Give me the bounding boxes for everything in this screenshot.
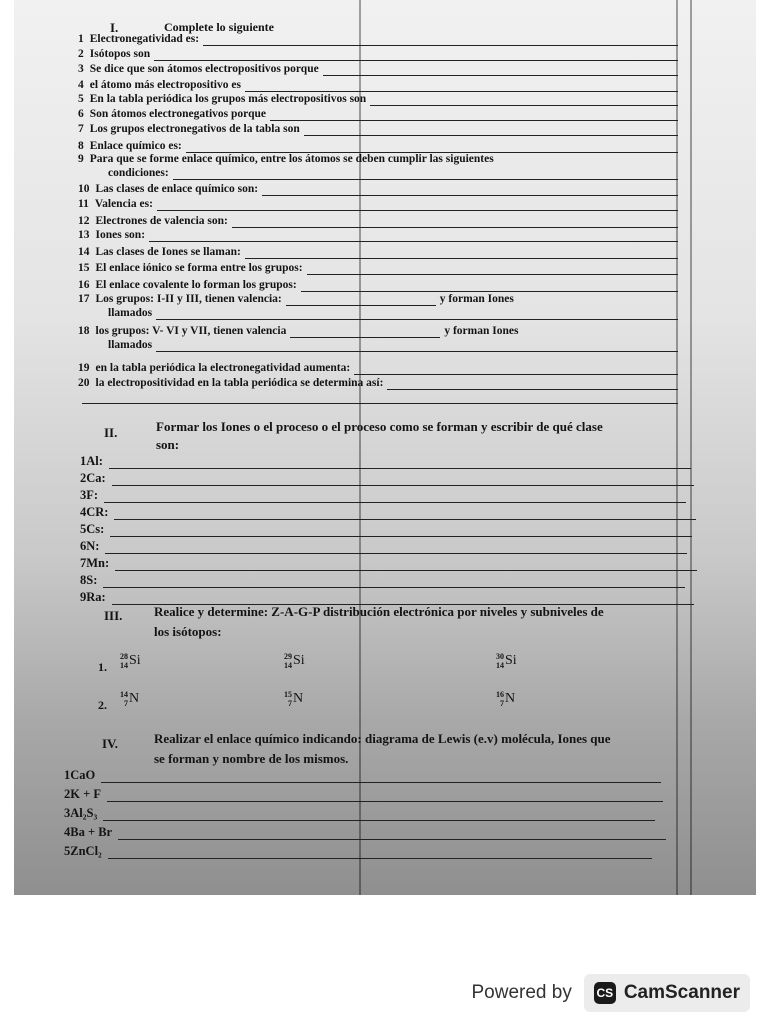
answer-blank[interactable]	[387, 378, 678, 390]
question-row	[78, 262, 678, 275]
question-row	[78, 362, 678, 375]
atomic-number: 7	[500, 699, 504, 708]
isotope-numbers	[284, 690, 292, 708]
mass-number: 28	[120, 652, 128, 661]
atomic-number: 14	[496, 661, 504, 670]
question-number: 16	[78, 279, 90, 291]
ion-number: 7	[80, 556, 87, 570]
mass-number: 14	[120, 690, 128, 699]
bond-row	[64, 825, 666, 840]
question-number: 2	[78, 48, 84, 60]
bond-row	[64, 844, 652, 859]
element-symbol: Si	[293, 653, 305, 669]
ion-number: 9	[80, 590, 87, 604]
answer-blank[interactable]	[114, 508, 696, 520]
question-row	[78, 377, 678, 390]
bond-number: 4	[64, 825, 71, 839]
camscanner-footer	[471, 974, 750, 1012]
question-text: la electropositividad en la tabla periódica se determina así:	[95, 377, 384, 389]
question-row	[78, 93, 678, 106]
question-number: 20	[78, 377, 90, 389]
camscanner-brand: CamScanner	[623, 982, 740, 1003]
ion-element: Cs:	[86, 522, 105, 536]
question-text-cont: condiciones:	[108, 167, 169, 179]
question-row-cont	[108, 339, 678, 352]
question-text: El enlace iónico se forma entre los grupos:	[95, 262, 303, 274]
question-text: Los grupos: I-II y III, tienen valencia:	[95, 293, 282, 305]
ion-element: CR:	[86, 505, 109, 519]
isotope-notation	[284, 690, 303, 708]
isotope-notation	[284, 652, 305, 670]
section-4-numeral: IV.	[102, 736, 119, 751]
isotope-numbers	[496, 652, 504, 670]
answer-blank[interactable]	[103, 576, 685, 588]
question-text: Electronegatividad es:	[89, 33, 200, 45]
element-symbol: N	[505, 691, 516, 707]
question-row	[78, 140, 678, 153]
question-text: en la tabla periódica la electronegatividad aumenta:	[95, 362, 351, 374]
answer-blank[interactable]	[104, 491, 686, 503]
answer-blank[interactable]	[286, 294, 436, 306]
question-row	[78, 183, 678, 196]
question-text: el átomo más electropositivo es	[89, 79, 241, 91]
section-2-heading-cont: son:	[156, 437, 180, 452]
bond-number: 3	[64, 806, 71, 820]
isotope-numbers	[496, 690, 504, 708]
question-text-cont: llamados	[108, 339, 153, 351]
question-text: Electrones de valencia son:	[95, 215, 228, 227]
bond-number: 2	[64, 787, 71, 801]
ion-element: Ra:	[86, 590, 106, 604]
question-text: En la tabla periódica los grupos más electropositivos son	[89, 93, 367, 105]
ion-row	[80, 539, 687, 554]
answer-blank[interactable]	[307, 263, 678, 275]
bond-compound: CaO	[70, 768, 96, 782]
section-3-numeral: III.	[104, 608, 123, 623]
answer-blank[interactable]	[323, 64, 678, 76]
bond-row	[64, 806, 655, 821]
answer-blank[interactable]	[301, 280, 678, 292]
isotope-numbers	[120, 652, 128, 670]
answer-blank[interactable]	[157, 199, 678, 211]
question-number: 13	[78, 229, 90, 241]
ion-element: S:	[86, 573, 98, 587]
question-row	[78, 123, 678, 136]
answer-blank[interactable]	[108, 847, 652, 859]
question-row	[78, 293, 678, 306]
answer-blank[interactable]	[107, 790, 663, 802]
answer-blank[interactable]	[304, 124, 678, 136]
question-number: 5	[78, 93, 84, 105]
answer-blank[interactable]	[173, 168, 678, 180]
bond-number: 1	[64, 768, 71, 782]
question-text-cont: llamados	[108, 307, 153, 319]
answer-blank[interactable]	[118, 828, 666, 840]
ion-row	[80, 590, 694, 605]
question-row	[78, 33, 678, 46]
section-2-heading: Formar los Iones o el proceso o el proceso como se forman y escribir de qué clase	[156, 419, 603, 434]
question-number: 10	[78, 183, 90, 195]
question-number: 12	[78, 215, 90, 227]
isotope-row-number: 2.	[98, 698, 107, 712]
section-1-numeral: I.	[110, 20, 119, 35]
question-number: 14	[78, 246, 90, 258]
answer-blank[interactable]	[270, 109, 678, 121]
answer-line[interactable]	[78, 392, 678, 404]
answer-blank[interactable]	[290, 326, 440, 338]
bond-number: 5	[64, 844, 71, 858]
ion-element: F:	[86, 488, 99, 502]
question-text: Iones son:	[95, 229, 146, 241]
question-row-cont	[108, 307, 678, 320]
bond-row	[64, 768, 661, 783]
ion-element: N:	[86, 539, 100, 553]
ion-row	[80, 556, 697, 571]
answer-blank[interactable]	[232, 216, 678, 228]
ion-element: Al:	[86, 454, 103, 468]
isotope-numbers	[284, 652, 292, 670]
mass-number: 15	[284, 690, 292, 699]
question-text: Las clases de Iones se llaman:	[95, 246, 241, 258]
question-row	[78, 246, 678, 259]
atomic-number: 7	[288, 699, 292, 708]
question-text: Las clases de enlace químico son:	[95, 183, 259, 195]
answer-blank[interactable]	[203, 34, 678, 46]
answer-blank[interactable]	[109, 457, 691, 469]
ion-number: 6	[80, 539, 87, 553]
ion-number: 3	[80, 488, 87, 502]
answer-blank[interactable]	[156, 340, 678, 352]
question-text: El enlace covalente lo forman los grupos:	[95, 279, 297, 291]
question-text: los grupos: V- VI y VII, tienen valencia	[95, 325, 287, 337]
powered-by-text: Powered by	[471, 982, 572, 1003]
question-text-mid: y forman Iones	[444, 325, 519, 337]
answer-blank[interactable]	[105, 542, 687, 554]
answer-blank[interactable]	[110, 525, 692, 537]
question-number: 8	[78, 140, 84, 152]
question-row	[78, 108, 678, 121]
element-symbol: N	[129, 691, 140, 707]
question-row	[78, 79, 678, 92]
scanned-page	[14, 0, 756, 895]
answer-blank[interactable]	[82, 392, 678, 404]
section-1-heading: Complete lo siguiente	[164, 20, 274, 34]
isotope-notation	[496, 690, 515, 708]
question-text: Valencia es:	[94, 198, 153, 210]
question-text: Isótopos son	[89, 48, 151, 60]
question-number: 19	[78, 362, 90, 374]
question-text-mid: y forman Iones	[439, 293, 514, 305]
answer-blank[interactable]	[186, 141, 678, 153]
answer-blank[interactable]	[101, 771, 661, 783]
question-text: Para que se forme enlace químico, entre los átomos se deben cumplir las siguientes	[89, 153, 494, 165]
answer-blank[interactable]	[354, 363, 678, 375]
section-2-numeral: II.	[104, 425, 118, 440]
question-number: 1	[78, 33, 84, 45]
answer-blank[interactable]	[156, 308, 678, 320]
camscanner-logo-icon: CS	[594, 982, 616, 1004]
element-symbol: Si	[129, 653, 141, 669]
question-text: Enlace químico es:	[89, 140, 182, 152]
atomic-number: 14	[120, 661, 128, 670]
ion-number: 5	[80, 522, 87, 536]
bond-compound: Al₂S₃	[70, 806, 98, 820]
isotope-notation	[120, 690, 139, 708]
question-text: Son átomos electronegativos porque	[89, 108, 266, 120]
question-number: 18	[78, 325, 90, 337]
question-text: Los grupos electronegativos de la tabla son	[89, 123, 300, 135]
ion-row	[80, 471, 694, 486]
answer-blank[interactable]	[245, 247, 678, 259]
element-symbol: N	[293, 691, 304, 707]
answer-blank[interactable]	[262, 184, 678, 196]
section-3-heading-cont: los isótopos:	[154, 624, 222, 639]
question-number: 6	[78, 108, 84, 120]
bond-row	[64, 787, 663, 802]
mass-number: 16	[496, 690, 504, 699]
question-number: 11	[78, 198, 89, 210]
question-number: 17	[78, 293, 90, 305]
answer-blank[interactable]	[154, 49, 678, 61]
bond-compound: ZnCl₂	[70, 844, 102, 858]
question-row	[78, 48, 678, 61]
ion-row	[80, 454, 691, 469]
question-row	[78, 229, 678, 242]
mass-number: 29	[284, 652, 292, 661]
page-fold	[690, 0, 692, 895]
question-number: 4	[78, 79, 84, 91]
answer-blank[interactable]	[115, 559, 697, 571]
answer-blank[interactable]	[112, 474, 694, 486]
question-row	[78, 215, 678, 228]
question-row	[78, 153, 678, 166]
answer-blank[interactable]	[370, 94, 678, 106]
question-number: 9	[78, 153, 84, 165]
ion-element: Mn:	[86, 556, 110, 570]
section-3-heading: Realice y determine: Z-A-G-P distribución electrónica por niveles y subniveles de	[154, 604, 604, 619]
isotope-notation	[120, 652, 141, 670]
ion-row	[80, 522, 692, 537]
ion-element: Ca:	[86, 471, 106, 485]
question-row	[78, 325, 678, 338]
bond-compound: Ba + Br	[70, 825, 113, 839]
ion-row	[80, 573, 685, 588]
question-row	[78, 198, 678, 211]
question-row	[78, 279, 678, 292]
ion-number: 1	[80, 454, 87, 468]
camscanner-badge[interactable]	[584, 974, 750, 1012]
ion-row	[80, 505, 696, 520]
isotope-notation	[496, 652, 517, 670]
answer-blank[interactable]	[149, 230, 678, 242]
ion-number: 4	[80, 505, 87, 519]
bond-compound: K + F	[70, 787, 101, 801]
atomic-number: 7	[124, 699, 128, 708]
ion-number: 2	[80, 471, 87, 485]
question-number: 7	[78, 123, 84, 135]
answer-blank[interactable]	[103, 809, 655, 821]
answer-blank[interactable]	[245, 80, 678, 92]
question-number: 15	[78, 262, 90, 274]
question-number: 3	[78, 63, 84, 75]
question-text: Se dice que son átomos electropositivos porque	[89, 63, 319, 75]
isotope-row-number: 1.	[98, 660, 107, 674]
question-row	[78, 63, 678, 76]
question-row-cont	[108, 167, 678, 180]
mass-number: 30	[496, 652, 504, 661]
element-symbol: Si	[505, 653, 517, 669]
ion-number: 8	[80, 573, 87, 587]
ion-row	[80, 488, 686, 503]
section-4-heading: Realizar el enlace químico indicando: diagrama de Lewis (e.v) molécula, Iones que	[154, 731, 611, 746]
isotope-numbers	[120, 690, 128, 708]
section-4-heading-cont: se forman y nombre de los mismos.	[154, 751, 349, 766]
atomic-number: 14	[284, 661, 292, 670]
